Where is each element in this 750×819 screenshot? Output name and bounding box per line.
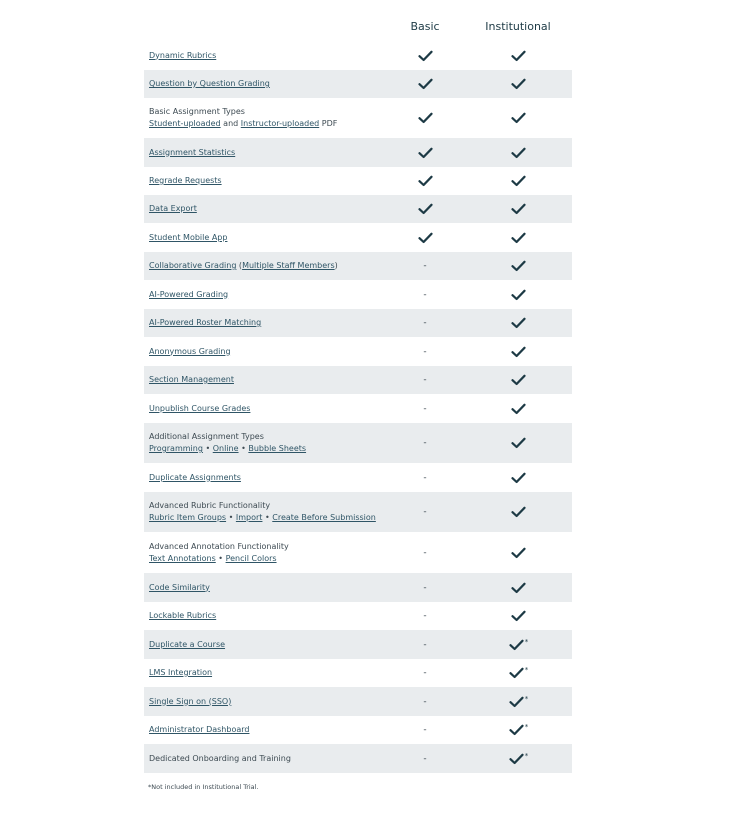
feature-text: )	[334, 261, 338, 270]
institutional-cell	[480, 223, 556, 252]
feature-name	[144, 260, 385, 272]
table-row	[144, 138, 572, 167]
table-row	[144, 366, 572, 394]
feature-name	[144, 232, 385, 244]
table-row	[144, 70, 572, 98]
feature-name	[144, 667, 385, 679]
feature-link[interactable]: Bubble Sheets	[248, 444, 307, 453]
checkmark-icon	[509, 667, 524, 679]
checkmark-icon	[511, 472, 526, 484]
checkmark-icon	[418, 78, 433, 90]
feature-line	[149, 346, 385, 358]
asterisk-note: *	[524, 751, 529, 760]
column-header-basic: Basic	[410, 20, 440, 33]
feature-line	[149, 724, 385, 736]
institutional-cell	[480, 309, 556, 337]
feature-link[interactable]: Multiple Staff Members	[242, 261, 335, 270]
institutional-cell	[480, 492, 556, 532]
table-row	[144, 337, 572, 366]
feature-name	[144, 78, 385, 90]
basic-cell	[394, 337, 456, 366]
basic-cell	[394, 744, 456, 773]
basic-cell	[394, 70, 456, 98]
institutional-cell	[480, 70, 556, 98]
feature-line	[149, 78, 385, 90]
institutional-cell	[480, 98, 556, 138]
dash-mark: -	[423, 318, 427, 328]
feature-line	[149, 289, 385, 301]
institutional-cell	[480, 630, 556, 659]
feature-text: Advanced Annotation Functionality	[149, 541, 289, 551]
dash-mark: -	[423, 611, 427, 621]
institutional-cell	[480, 195, 556, 223]
basic-cell	[394, 98, 456, 138]
feature-line	[149, 106, 385, 118]
feature-link[interactable]: Assignment Statistics	[149, 147, 236, 157]
checkmark-icon	[418, 175, 433, 187]
table-row	[144, 463, 572, 492]
basic-cell	[394, 492, 456, 532]
feature-line	[149, 403, 385, 415]
checkmark-icon	[511, 112, 526, 124]
feature-name	[144, 753, 385, 765]
institutional-cell	[480, 716, 556, 744]
dash-mark: -	[423, 696, 427, 707]
asterisk-note: *	[524, 666, 529, 674]
institutional-cell	[480, 280, 556, 309]
table-row	[144, 602, 572, 630]
checkmark-icon	[511, 374, 526, 386]
feature-line	[149, 431, 385, 443]
feature-name	[144, 582, 385, 594]
table-row	[144, 309, 572, 337]
feature-link[interactable]: AI-Powered Grading	[149, 289, 229, 299]
dash-mark: -	[423, 261, 427, 271]
basic-cell	[394, 195, 456, 223]
feature-link[interactable]: Administrator Dashboard	[149, 725, 250, 734]
feature-line	[149, 512, 385, 524]
feature-text: •	[226, 513, 236, 522]
dash-mark: -	[423, 547, 427, 558]
column-header-institutional: Institutional	[485, 20, 551, 33]
checkmark-icon	[511, 203, 526, 215]
feature-link[interactable]: Data Export	[149, 204, 197, 213]
basic-cell	[394, 138, 456, 167]
institutional-cell	[480, 532, 556, 573]
checkmark-icon	[511, 582, 526, 594]
dash-mark: -	[423, 472, 427, 483]
feature-name	[144, 500, 385, 524]
feature-text: Advanced Rubric Functionality	[149, 501, 271, 510]
basic-cell	[394, 394, 456, 423]
checkmark-icon	[511, 50, 526, 62]
basic-cell	[394, 366, 456, 394]
institutional-cell	[480, 138, 556, 167]
feature-link[interactable]: Import	[235, 513, 263, 522]
feature-text: •	[215, 553, 226, 563]
institutional-cell	[480, 252, 556, 280]
feature-link[interactable]: Instructor-uploaded	[240, 119, 320, 128]
institutional-cell	[480, 394, 556, 423]
feature-text: Basic Assignment Types	[149, 107, 245, 116]
feature-name	[144, 472, 385, 484]
feature-name	[144, 203, 385, 215]
feature-line	[149, 443, 385, 455]
feature-link[interactable]: LMS Integration	[149, 668, 213, 677]
feature-name	[144, 50, 385, 62]
feature-line	[149, 175, 385, 187]
dash-mark: -	[423, 289, 427, 300]
feature-line	[149, 696, 385, 708]
feature-name	[144, 106, 385, 130]
feature-comparison-table	[144, 41, 572, 773]
feature-text: •	[202, 444, 213, 453]
table-row	[144, 687, 572, 716]
feature-name	[144, 147, 385, 159]
feature-line	[149, 541, 385, 553]
feature-link[interactable]: Section Management	[149, 375, 234, 384]
feature-name	[144, 317, 385, 329]
table-row	[144, 98, 572, 138]
feature-link[interactable]: Duplicate Assignments	[149, 472, 241, 482]
checkmark-icon	[511, 610, 526, 622]
feature-line	[149, 232, 385, 244]
checkmark-icon	[418, 232, 433, 244]
table-row	[144, 280, 572, 309]
checkmark-icon	[511, 317, 526, 329]
checkmark-icon	[511, 547, 526, 559]
dash-mark: -	[423, 403, 427, 414]
feature-link[interactable]: Student Mobile App	[149, 232, 228, 242]
feature-link[interactable]: Pencil Colors	[225, 553, 277, 563]
feature-link[interactable]: Duplicate a Course	[149, 639, 226, 649]
table-row	[144, 716, 572, 744]
dash-mark: -	[423, 753, 427, 764]
basic-cell	[394, 716, 456, 744]
feature-link[interactable]: Create Before Submission	[272, 513, 376, 522]
feature-link[interactable]: Lockable Rubrics	[149, 611, 217, 620]
feature-line	[149, 50, 385, 62]
feature-line	[149, 118, 385, 130]
table-row	[144, 744, 572, 773]
basic-cell	[394, 252, 456, 280]
basic-cell	[394, 167, 456, 195]
feature-name	[144, 696, 385, 708]
basic-cell	[394, 630, 456, 659]
dash-mark: -	[423, 668, 427, 678]
feature-line	[149, 500, 385, 512]
checkmark-icon	[509, 753, 524, 765]
institutional-cell	[480, 167, 556, 195]
feature-line	[149, 203, 385, 215]
feature-line	[149, 553, 385, 565]
checkmark-icon	[511, 232, 526, 244]
basic-cell	[394, 423, 456, 463]
feature-name	[144, 541, 385, 565]
dash-mark: -	[423, 346, 427, 357]
feature-name	[144, 374, 385, 386]
dash-mark: -	[423, 375, 427, 385]
footnote: *Not included in Institutional Trial.	[148, 783, 259, 791]
checkmark-icon	[418, 203, 433, 215]
feature-text: (	[236, 261, 243, 270]
feature-link[interactable]: Question by Question Grading	[149, 79, 270, 88]
feature-link[interactable]: Single Sign on (SSO)	[149, 696, 232, 706]
institutional-cell	[480, 41, 556, 70]
feature-line	[149, 147, 385, 159]
feature-line	[149, 260, 385, 272]
dash-mark: -	[423, 438, 427, 448]
feature-name	[144, 346, 385, 358]
checkmark-icon	[511, 403, 526, 415]
asterisk-note: *	[524, 694, 529, 703]
basic-cell	[394, 602, 456, 630]
checkmark-icon	[509, 696, 524, 708]
feature-name	[144, 175, 385, 187]
table-row	[144, 423, 572, 463]
table-row	[144, 492, 572, 532]
institutional-cell	[480, 602, 556, 630]
table-row	[144, 167, 572, 195]
dash-mark: -	[423, 639, 427, 650]
feature-link[interactable]: Rubric Item Groups	[149, 513, 227, 522]
checkmark-icon	[418, 147, 433, 159]
institutional-cell	[480, 573, 556, 602]
checkmark-icon	[511, 289, 526, 301]
basic-cell	[394, 280, 456, 309]
feature-line	[149, 667, 385, 679]
feature-name	[144, 610, 385, 622]
feature-name	[144, 639, 385, 651]
institutional-cell	[480, 463, 556, 492]
feature-line	[149, 472, 385, 484]
table-row	[144, 630, 572, 659]
feature-line	[149, 317, 385, 329]
feature-link[interactable]: Code Similarity	[149, 582, 210, 592]
table-row	[144, 223, 572, 252]
dash-mark: -	[423, 507, 427, 517]
table-row	[144, 659, 572, 687]
table-row	[144, 532, 572, 573]
feature-text: PDF	[319, 119, 338, 128]
feature-link[interactable]: Unpublish Course Grades	[149, 403, 251, 413]
feature-link[interactable]: Collaborative Grading	[149, 261, 237, 270]
feature-text: Dedicated Onboarding and Training	[149, 753, 291, 763]
checkmark-icon	[511, 437, 526, 449]
table-row	[144, 394, 572, 423]
checkmark-icon	[511, 346, 526, 358]
feature-text: •	[238, 444, 249, 453]
feature-line	[149, 374, 385, 386]
table-row	[144, 195, 572, 223]
institutional-cell	[480, 687, 556, 716]
checkmark-icon	[509, 639, 524, 651]
basic-cell	[394, 532, 456, 573]
basic-cell	[394, 687, 456, 716]
basic-cell	[394, 659, 456, 687]
basic-cell	[394, 41, 456, 70]
table-header	[0, 20, 750, 38]
checkmark-icon	[511, 78, 526, 90]
feature-link[interactable]: Dynamic Rubrics	[149, 50, 217, 60]
feature-link[interactable]: Programming	[149, 444, 203, 453]
feature-link[interactable]: Regrade Requests	[149, 176, 222, 185]
feature-name	[144, 724, 385, 736]
institutional-cell	[480, 744, 556, 773]
basic-cell	[394, 309, 456, 337]
institutional-cell	[480, 659, 556, 687]
feature-link[interactable]: Text Annotations	[149, 553, 216, 563]
basic-cell	[394, 463, 456, 492]
institutional-cell	[480, 423, 556, 463]
asterisk-note: *	[524, 637, 529, 646]
feature-text: •	[262, 513, 273, 522]
feature-name	[144, 289, 385, 301]
checkmark-icon	[418, 50, 433, 62]
feature-link[interactable]: Student-uploaded	[149, 119, 221, 128]
asterisk-note: *	[524, 723, 529, 731]
institutional-cell	[480, 366, 556, 394]
dash-mark: -	[423, 582, 427, 593]
basic-cell	[394, 223, 456, 252]
feature-line	[149, 639, 385, 651]
feature-link[interactable]: Online	[212, 444, 239, 453]
feature-name	[144, 431, 385, 455]
table-row	[144, 252, 572, 280]
table-row	[144, 41, 572, 70]
feature-link[interactable]: AI-Powered Roster Matching	[149, 318, 262, 327]
dash-mark: -	[423, 725, 427, 735]
checkmark-icon	[511, 506, 526, 518]
feature-line	[149, 582, 385, 594]
basic-cell	[394, 573, 456, 602]
table-row	[144, 573, 572, 602]
feature-line	[149, 753, 385, 765]
checkmark-icon	[511, 260, 526, 272]
checkmark-icon	[509, 724, 524, 736]
institutional-cell	[480, 337, 556, 366]
feature-text: and	[220, 119, 241, 128]
feature-link[interactable]: Anonymous Grading	[149, 346, 231, 356]
checkmark-icon	[418, 112, 433, 124]
feature-text: Additional Assignment Types	[149, 432, 264, 441]
feature-name	[144, 403, 385, 415]
checkmark-icon	[511, 147, 526, 159]
checkmark-icon	[511, 175, 526, 187]
feature-line	[149, 610, 385, 622]
